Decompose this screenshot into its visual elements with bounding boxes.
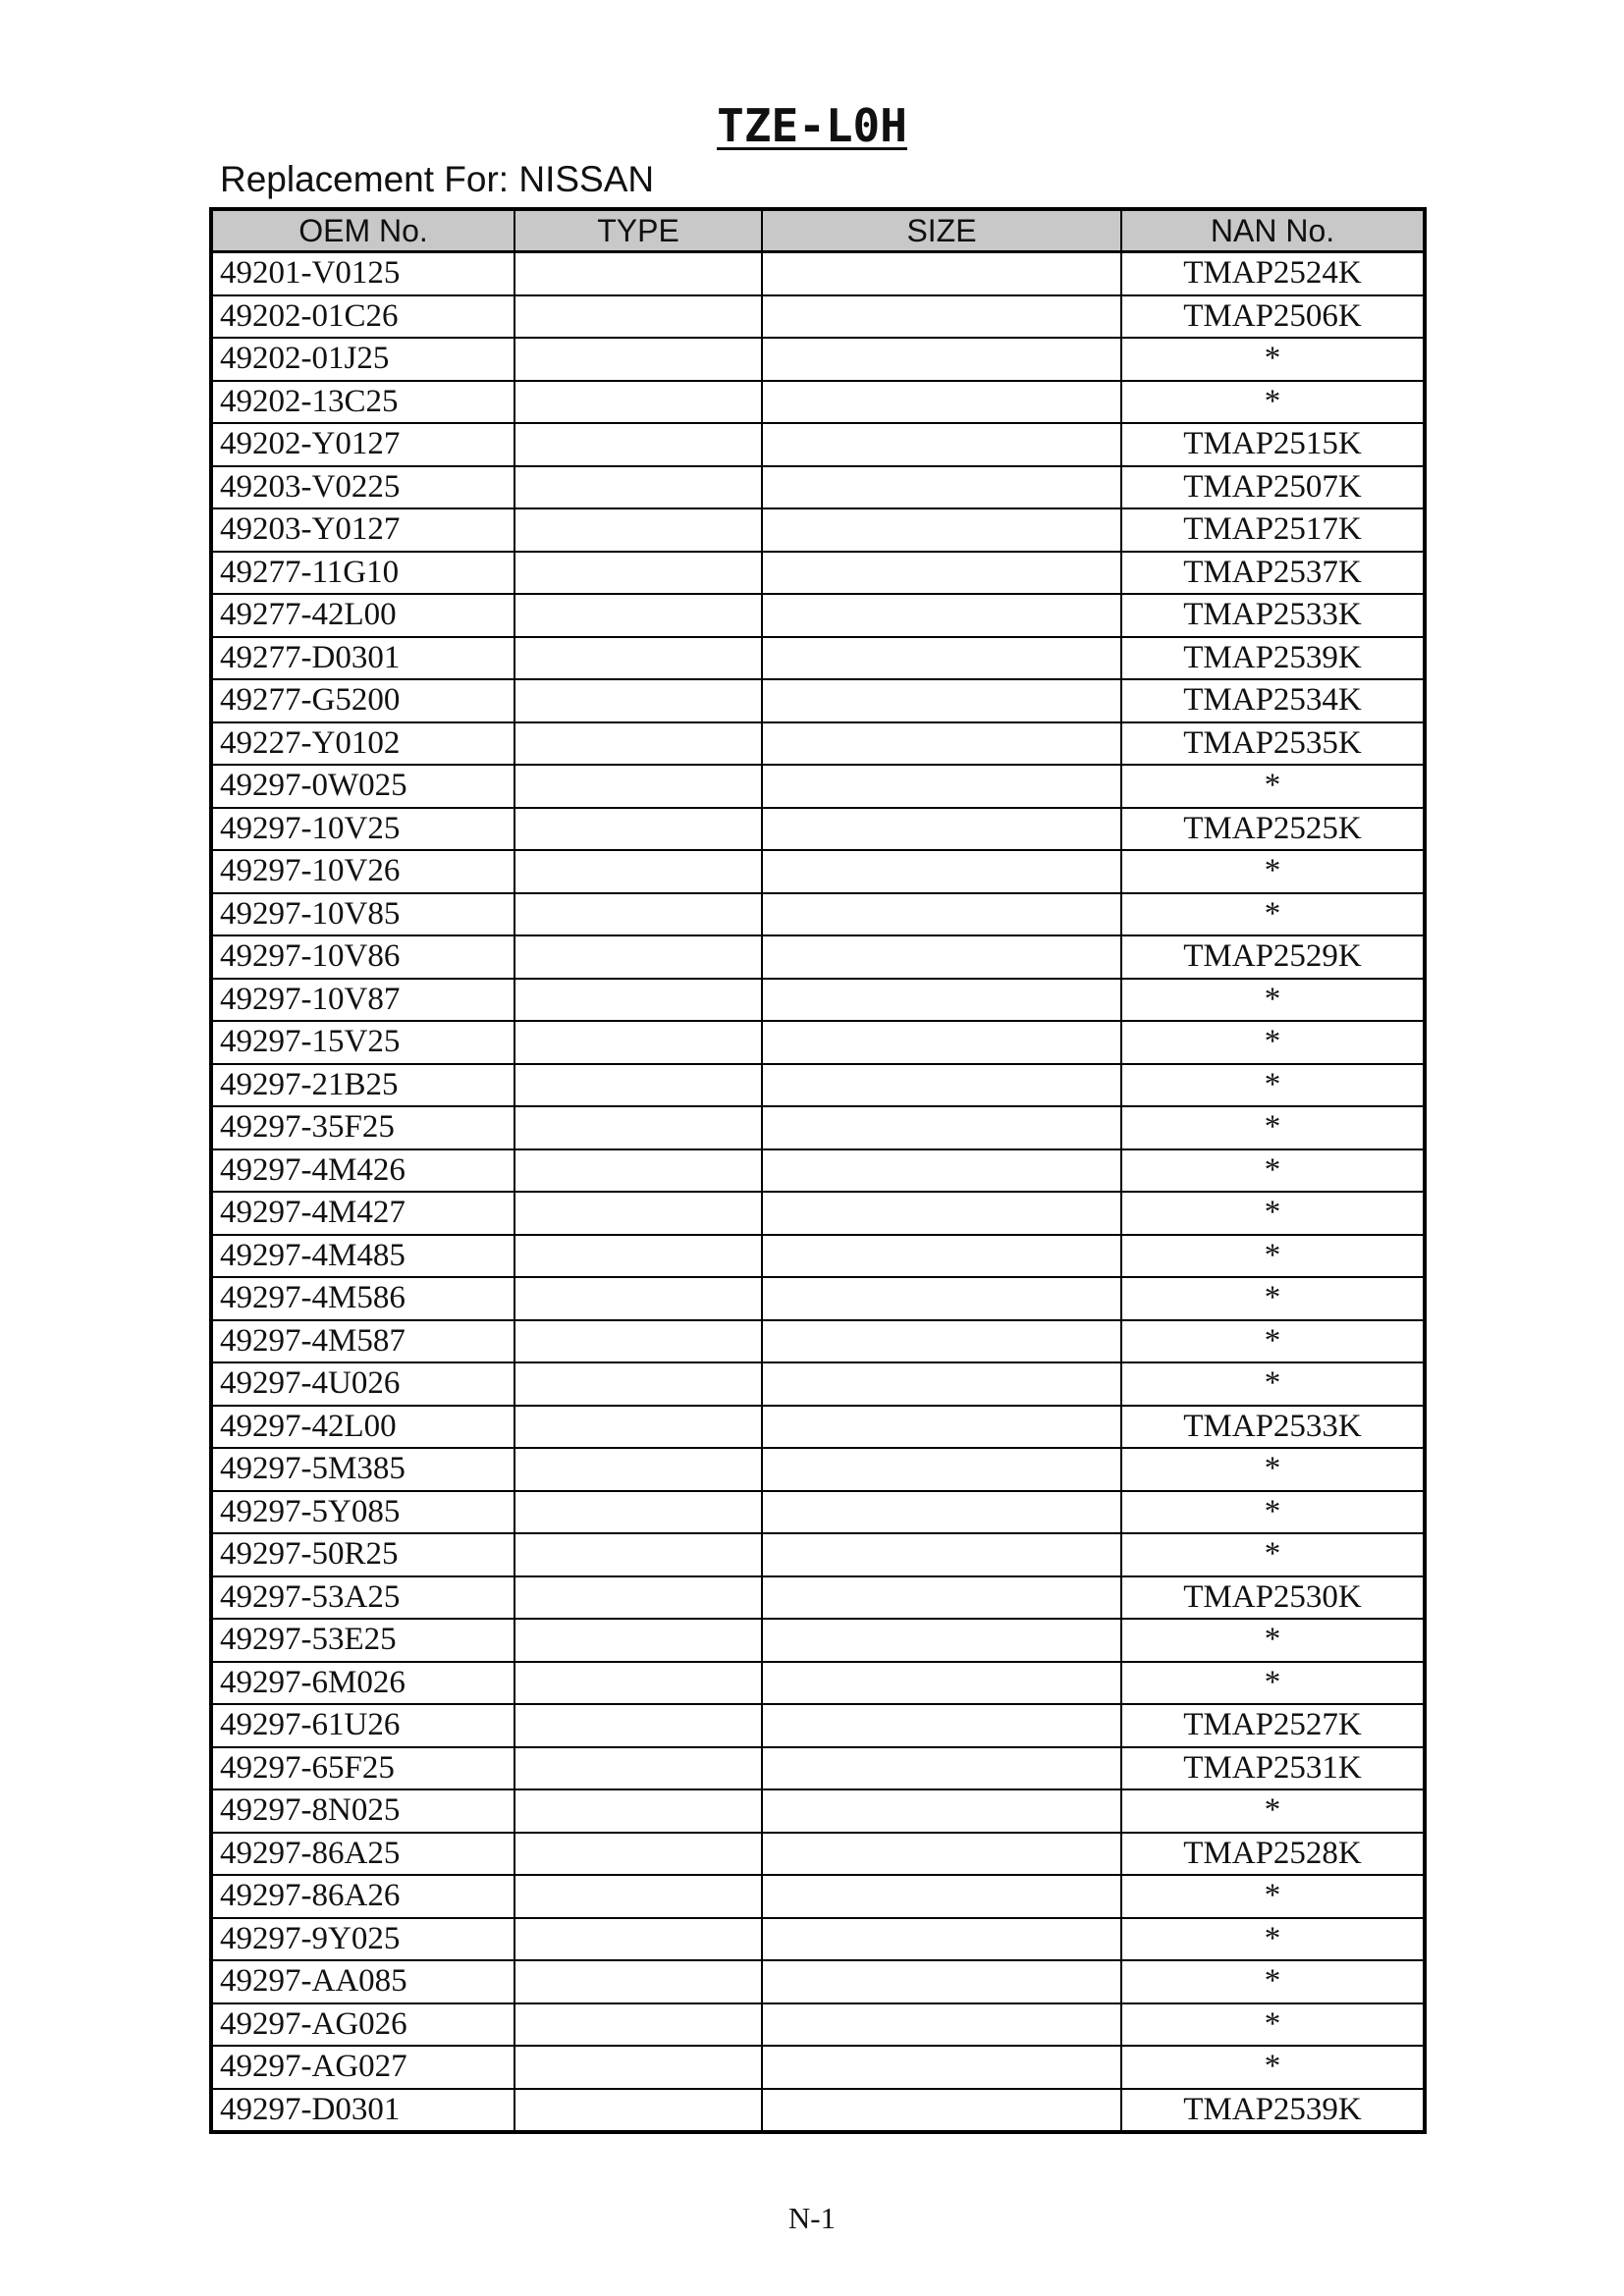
nan-no-cell: TMAP2533K — [1121, 1406, 1425, 1449]
table-row — [211, 1106, 1425, 1149]
nan-no-cell: TMAP2535K — [1121, 722, 1425, 766]
size-cell — [762, 1106, 1121, 1149]
replacement-for-label: Replacement For: NISSAN — [220, 159, 655, 199]
size-cell — [762, 552, 1121, 595]
type-cell — [514, 850, 762, 893]
type-cell — [514, 1833, 762, 1876]
table-row — [211, 1277, 1425, 1320]
type-cell — [514, 1064, 762, 1107]
type-cell — [514, 1662, 762, 1705]
size-cell — [762, 1448, 1121, 1491]
oem-no-cell: 49297-9Y025 — [211, 1918, 514, 1961]
table-row — [211, 466, 1425, 509]
type-cell — [514, 1192, 762, 1235]
table-row — [211, 1021, 1425, 1064]
table-row — [211, 1235, 1425, 1278]
size-cell — [762, 1533, 1121, 1576]
table-row — [211, 1789, 1425, 1833]
oem-no-cell: 49297-15V25 — [211, 1021, 514, 1064]
nan-no-cell: * — [1121, 850, 1425, 893]
size-cell — [762, 1491, 1121, 1534]
nan-no-cell: TMAP2533K — [1121, 594, 1425, 637]
table-row — [211, 1064, 1425, 1107]
table-row — [211, 2003, 1425, 2047]
size-cell — [762, 1192, 1121, 1235]
oem-no-cell: 49297-53A25 — [211, 1576, 514, 1620]
type-cell — [514, 893, 762, 936]
oem-no-cell: 49227-Y0102 — [211, 722, 514, 766]
nan-no-cell: TMAP2539K — [1121, 2089, 1425, 2133]
type-cell — [514, 1106, 762, 1149]
nan-no-cell: TMAP2517K — [1121, 508, 1425, 552]
oem-no-cell: 49297-21B25 — [211, 1064, 514, 1107]
size-cell — [762, 893, 1121, 936]
type-cell — [514, 935, 762, 979]
nan-no-cell: * — [1121, 1106, 1425, 1149]
table-row — [211, 1875, 1425, 1918]
nan-no-cell: * — [1121, 1662, 1425, 1705]
type-cell — [514, 1875, 762, 1918]
nan-no-cell: TMAP2537K — [1121, 552, 1425, 595]
nan-no-cell: TMAP2539K — [1121, 637, 1425, 680]
size-cell — [762, 1064, 1121, 1107]
oem-no-cell: 49202-13C25 — [211, 381, 514, 424]
type-cell — [514, 679, 762, 722]
nan-no-cell: * — [1121, 1149, 1425, 1193]
oem-no-cell: 49297-10V26 — [211, 850, 514, 893]
oem-no-cell: 49297-50R25 — [211, 1533, 514, 1576]
table-row — [211, 594, 1425, 637]
size-cell — [762, 679, 1121, 722]
oem-no-cell: 49277-G5200 — [211, 679, 514, 722]
nan-no-cell: * — [1121, 381, 1425, 424]
oem-no-cell: 49297-4M485 — [211, 1235, 514, 1278]
table-row — [211, 1406, 1425, 1449]
type-cell — [514, 381, 762, 424]
nan-no-cell: TMAP2528K — [1121, 1833, 1425, 1876]
oem-no-cell: 49297-65F25 — [211, 1747, 514, 1790]
nan-no-cell: * — [1121, 979, 1425, 1022]
oem-no-cell: 49297-5M385 — [211, 1448, 514, 1491]
size-cell — [762, 1149, 1121, 1193]
size-cell — [762, 1747, 1121, 1790]
type-cell — [514, 338, 762, 381]
size-cell — [762, 2003, 1121, 2047]
type-cell — [514, 1406, 762, 1449]
type-cell — [514, 722, 762, 766]
nan-no-cell: * — [1121, 1064, 1425, 1107]
type-cell — [514, 1235, 762, 1278]
size-cell — [762, 1662, 1121, 1705]
table-row — [211, 808, 1425, 851]
parts-table — [209, 207, 1427, 2134]
size-cell — [762, 1960, 1121, 2003]
table-row — [211, 1833, 1425, 1876]
page-number: N-1 — [787, 2201, 837, 2235]
type-cell — [514, 1789, 762, 1833]
nan-no-cell: * — [1121, 2003, 1425, 2047]
type-cell — [514, 979, 762, 1022]
nan-no-cell: * — [1121, 893, 1425, 936]
size-cell — [762, 466, 1121, 509]
nan-no-cell: * — [1121, 1235, 1425, 1278]
oem-no-cell: 49297-AG027 — [211, 2046, 514, 2089]
nan-no-cell: TMAP2515K — [1121, 423, 1425, 466]
oem-no-cell: 49201-V0125 — [211, 252, 514, 295]
size-cell — [762, 935, 1121, 979]
type-cell — [514, 423, 762, 466]
oem-no-cell: 49297-10V25 — [211, 808, 514, 851]
nan-no-cell: TMAP2524K — [1121, 252, 1425, 295]
table-row — [211, 1704, 1425, 1747]
table-row — [211, 338, 1425, 381]
table-row — [211, 979, 1425, 1022]
nan-no-cell: TMAP2530K — [1121, 1576, 1425, 1620]
table-row — [211, 935, 1425, 979]
nan-no-cell: TMAP2531K — [1121, 1747, 1425, 1790]
table-row — [211, 765, 1425, 808]
oem-no-cell: 49297-4M586 — [211, 1277, 514, 1320]
page-title — [0, 96, 1624, 155]
size-cell — [762, 637, 1121, 680]
table-row — [211, 1747, 1425, 1790]
type-cell — [514, 765, 762, 808]
header-type: TYPE — [514, 209, 762, 252]
size-cell — [762, 1619, 1121, 1662]
oem-no-cell: 49297-AA085 — [211, 1960, 514, 2003]
type-cell — [514, 552, 762, 595]
table-row — [211, 637, 1425, 680]
table-row — [211, 850, 1425, 893]
size-cell — [762, 508, 1121, 552]
nan-no-cell: TMAP2529K — [1121, 935, 1425, 979]
page-title-text: TZE-L0H — [717, 99, 907, 152]
type-cell — [514, 808, 762, 851]
table-row — [211, 1192, 1425, 1235]
nan-no-cell: * — [1121, 1918, 1425, 1961]
oem-no-cell: 49277-11G10 — [211, 552, 514, 595]
type-cell — [514, 1448, 762, 1491]
oem-no-cell: 49277-D0301 — [211, 637, 514, 680]
nan-no-cell: TMAP2506K — [1121, 295, 1425, 339]
table-row — [211, 1662, 1425, 1705]
nan-no-cell: * — [1121, 1960, 1425, 2003]
table-row — [211, 1149, 1425, 1193]
size-cell — [762, 765, 1121, 808]
size-cell — [762, 979, 1121, 1022]
type-cell — [514, 1918, 762, 1961]
nan-no-cell: TMAP2525K — [1121, 808, 1425, 851]
size-cell — [762, 808, 1121, 851]
size-cell — [762, 850, 1121, 893]
nan-no-cell: * — [1121, 1021, 1425, 1064]
size-cell — [762, 594, 1121, 637]
oem-no-cell: 49297-10V85 — [211, 893, 514, 936]
table-row — [211, 679, 1425, 722]
size-cell — [762, 295, 1121, 339]
table-header — [211, 209, 1425, 252]
table-row — [211, 1576, 1425, 1620]
header-row — [211, 209, 1425, 252]
size-cell — [762, 1704, 1121, 1747]
table-row — [211, 1960, 1425, 2003]
nan-no-cell: * — [1121, 1789, 1425, 1833]
type-cell — [514, 1021, 762, 1064]
oem-no-cell: 49297-61U26 — [211, 1704, 514, 1747]
size-cell — [762, 338, 1121, 381]
oem-no-cell: 49202-01C26 — [211, 295, 514, 339]
oem-no-cell: 49297-8N025 — [211, 1789, 514, 1833]
oem-no-cell: 49297-6M026 — [211, 1662, 514, 1705]
table-row — [211, 252, 1425, 295]
type-cell — [514, 1491, 762, 1534]
table-row — [211, 552, 1425, 595]
table-body — [211, 252, 1425, 2133]
table-row — [211, 1918, 1425, 1961]
table-row — [211, 1619, 1425, 1662]
oem-no-cell: 49297-10V87 — [211, 979, 514, 1022]
oem-no-cell: 49203-V0225 — [211, 466, 514, 509]
size-cell — [762, 1576, 1121, 1620]
type-cell — [514, 1619, 762, 1662]
size-cell — [762, 1406, 1121, 1449]
type-cell — [514, 1533, 762, 1576]
oem-no-cell: 49297-53E25 — [211, 1619, 514, 1662]
size-cell — [762, 1833, 1121, 1876]
type-cell — [514, 252, 762, 295]
type-cell — [514, 1960, 762, 2003]
type-cell — [514, 1320, 762, 1363]
table-row — [211, 722, 1425, 766]
oem-no-cell: 49297-35F25 — [211, 1106, 514, 1149]
size-cell — [762, 423, 1121, 466]
type-cell — [514, 594, 762, 637]
size-cell — [762, 1021, 1121, 1064]
oem-no-cell: 49277-42L00 — [211, 594, 514, 637]
oem-no-cell: 49297-4M426 — [211, 1149, 514, 1193]
oem-no-cell: 49297-42L00 — [211, 1406, 514, 1449]
type-cell — [514, 2003, 762, 2047]
size-cell — [762, 722, 1121, 766]
type-cell — [514, 1277, 762, 1320]
table-row — [211, 2046, 1425, 2089]
nan-no-cell: * — [1121, 1362, 1425, 1406]
type-cell — [514, 1576, 762, 1620]
size-cell — [762, 252, 1121, 295]
table-row — [211, 295, 1425, 339]
nan-no-cell: * — [1121, 1448, 1425, 1491]
table-row — [211, 2089, 1425, 2133]
oem-no-cell: 49297-86A26 — [211, 1875, 514, 1918]
header-oem-no: OEM No. — [211, 209, 514, 252]
table-row — [211, 508, 1425, 552]
table-row — [211, 1320, 1425, 1363]
type-cell — [514, 1362, 762, 1406]
type-cell — [514, 1149, 762, 1193]
nan-no-cell: TMAP2534K — [1121, 679, 1425, 722]
table-row — [211, 1362, 1425, 1406]
nan-no-cell: * — [1121, 1491, 1425, 1534]
header-nan-no: NAN No. — [1121, 209, 1425, 252]
oem-no-cell: 49203-Y0127 — [211, 508, 514, 552]
table-row — [211, 423, 1425, 466]
oem-no-cell: 49297-4M427 — [211, 1192, 514, 1235]
oem-no-cell: 49297-AG026 — [211, 2003, 514, 2047]
size-cell — [762, 1235, 1121, 1278]
size-cell — [762, 1320, 1121, 1363]
table-row — [211, 893, 1425, 936]
oem-no-cell: 49297-10V86 — [211, 935, 514, 979]
type-cell — [514, 2089, 762, 2133]
oem-no-cell: 49202-Y0127 — [211, 423, 514, 466]
nan-no-cell: TMAP2507K — [1121, 466, 1425, 509]
nan-no-cell: * — [1121, 2046, 1425, 2089]
type-cell — [514, 295, 762, 339]
header-size: SIZE — [762, 209, 1121, 252]
table-row — [211, 381, 1425, 424]
nan-no-cell: * — [1121, 1533, 1425, 1576]
type-cell — [514, 2046, 762, 2089]
oem-no-cell: 49297-0W025 — [211, 765, 514, 808]
oem-no-cell: 49202-01J25 — [211, 338, 514, 381]
nan-no-cell: * — [1121, 1619, 1425, 1662]
nan-no-cell: * — [1121, 765, 1425, 808]
size-cell — [762, 2046, 1121, 2089]
size-cell — [762, 1362, 1121, 1406]
nan-no-cell: * — [1121, 1277, 1425, 1320]
size-cell — [762, 1789, 1121, 1833]
nan-no-cell: * — [1121, 1875, 1425, 1918]
nan-no-cell: * — [1121, 1192, 1425, 1235]
size-cell — [762, 381, 1121, 424]
nan-no-cell: TMAP2527K — [1121, 1704, 1425, 1747]
type-cell — [514, 1747, 762, 1790]
oem-no-cell: 49297-4U026 — [211, 1362, 514, 1406]
type-cell — [514, 637, 762, 680]
size-cell — [762, 2089, 1121, 2133]
nan-no-cell: * — [1121, 1320, 1425, 1363]
size-cell — [762, 1277, 1121, 1320]
type-cell — [514, 466, 762, 509]
oem-no-cell: 49297-D0301 — [211, 2089, 514, 2133]
table-row — [211, 1448, 1425, 1491]
oem-no-cell: 49297-86A25 — [211, 1833, 514, 1876]
oem-no-cell: 49297-5Y085 — [211, 1491, 514, 1534]
nan-no-cell: * — [1121, 338, 1425, 381]
size-cell — [762, 1918, 1121, 1961]
size-cell — [762, 1875, 1121, 1918]
oem-no-cell: 49297-4M587 — [211, 1320, 514, 1363]
table-row — [211, 1533, 1425, 1576]
table-row — [211, 1491, 1425, 1534]
type-cell — [514, 1704, 762, 1747]
type-cell — [514, 508, 762, 552]
